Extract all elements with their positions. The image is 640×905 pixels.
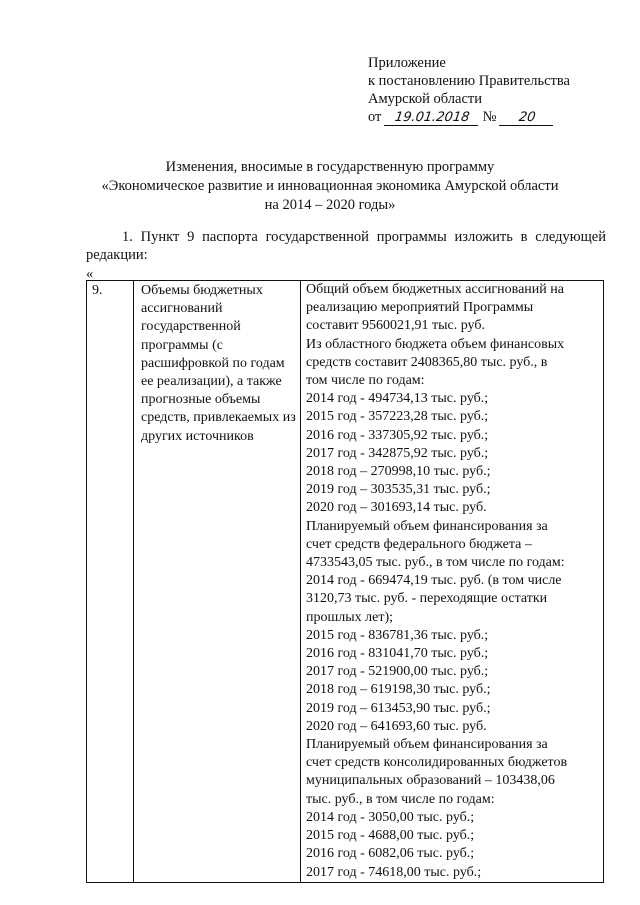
appendix-line-2: к постановлению Правительства bbox=[368, 73, 570, 89]
content-line: 2017 год - 74618,00 тыс. руб.; bbox=[306, 864, 482, 880]
document-title bbox=[60, 158, 600, 215]
content-line: Планируемый объем финансирования за bbox=[306, 518, 548, 534]
row-name: Объемы бюджетных ассигнований государственной программы (с расшифровкой по годам ее реализации), а также прогнозные объемы средств, привлекаемых из других источников bbox=[141, 283, 296, 444]
handwritten-date: 19.01.2018 bbox=[384, 111, 480, 126]
content-line: 2020 год – 641693,60 тыс. руб. bbox=[306, 718, 487, 734]
content-line: 2020 год – 301693,14 тыс. руб. bbox=[306, 500, 487, 516]
title-line-1: Изменения, вносимые в государственную программу bbox=[165, 159, 495, 175]
content-line: 2017 год - 342875,92 тыс. руб.; bbox=[306, 445, 489, 461]
appendix-header bbox=[368, 54, 570, 126]
row-number-cell bbox=[87, 281, 134, 883]
number-prefix: № bbox=[482, 109, 497, 125]
content-line: 2019 год – 303535,31 тыс. руб.; bbox=[306, 482, 491, 498]
title-line-3: на 2014 – 2020 годы» bbox=[264, 197, 396, 213]
content-line: 2014 год - 3050,00 тыс. руб.; bbox=[306, 809, 475, 825]
content-line: 2015 год - 4688,00 тыс. руб.; bbox=[306, 828, 475, 844]
title-line-2: «Экономическое развитие и инновационная экономика Амурской области bbox=[101, 178, 559, 194]
row-content-cell bbox=[301, 281, 604, 883]
content-line: 2015 год - 836781,36 тыс. руб.; bbox=[306, 627, 489, 643]
intro-text: 1. Пункт 9 паспорта государственной программы изложить в следующей редакции: bbox=[86, 229, 606, 263]
row-name-cell bbox=[134, 281, 301, 883]
content-line: 2016 год - 337305,92 тыс. руб.; bbox=[306, 427, 489, 443]
appendix-date-line bbox=[368, 108, 570, 126]
content-line: средств составит 2408365,80 тыс. руб., в bbox=[306, 354, 548, 370]
content-line: 2018 год – 270998,10 тыс. руб.; bbox=[306, 464, 491, 480]
table-row bbox=[87, 281, 604, 883]
content-line: 2015 год - 357223,28 тыс. руб.; bbox=[306, 409, 489, 425]
opening-quote: « bbox=[86, 266, 94, 282]
content-line: Из областного бюджета объем финансовых bbox=[306, 336, 565, 352]
content-line: 2018 год – 619198,30 тыс. руб.; bbox=[306, 682, 491, 698]
content-line: тыс. руб., в том числе по годам: bbox=[306, 791, 495, 807]
content-line: счет средств консолидированных бюджетов bbox=[306, 755, 568, 771]
handwritten-number: 20 bbox=[499, 111, 555, 126]
content-line: 2014 год - 669474,19 тыс. руб. (в том числе bbox=[306, 573, 562, 589]
content-line: составит 9560021,91 тыс. руб. bbox=[306, 318, 485, 334]
passport-table bbox=[86, 280, 604, 883]
content-line: прошлых лет); bbox=[306, 609, 394, 625]
content-line: 2016 год - 6082,06 тыс. руб.; bbox=[306, 846, 475, 862]
content-line: 2019 год – 613453,90 тыс. руб.; bbox=[306, 700, 491, 716]
content-line: 2017 год - 521900,00 тыс. руб.; bbox=[306, 664, 489, 680]
content-line: Общий объем бюджетных ассигнований на bbox=[306, 282, 564, 297]
content-line: Планируемый объем финансирования за bbox=[306, 737, 548, 753]
content-line: реализацию мероприятий Программы bbox=[306, 300, 534, 316]
row-number: 9. bbox=[92, 283, 103, 298]
content-line: 2016 год - 831041,70 тыс. руб.; bbox=[306, 646, 489, 662]
content-line: 3120,73 тыс. руб. - переходящие остатки bbox=[306, 591, 548, 607]
intro-paragraph bbox=[86, 228, 606, 264]
content-line: 4733543,05 тыс. руб., в том числе по годам: bbox=[306, 555, 565, 571]
content-line: муниципальных образований – 103438,06 bbox=[306, 773, 555, 789]
content-line: том числе по годам: bbox=[306, 373, 425, 389]
date-prefix: от bbox=[368, 109, 382, 125]
content-line: 2014 год - 494734,13 тыс. руб.; bbox=[306, 391, 489, 407]
content-line: счет средств федерального бюджета – bbox=[306, 536, 532, 552]
appendix-line-1: Приложение bbox=[368, 55, 446, 71]
appendix-line-3: Амурской области bbox=[368, 91, 482, 107]
